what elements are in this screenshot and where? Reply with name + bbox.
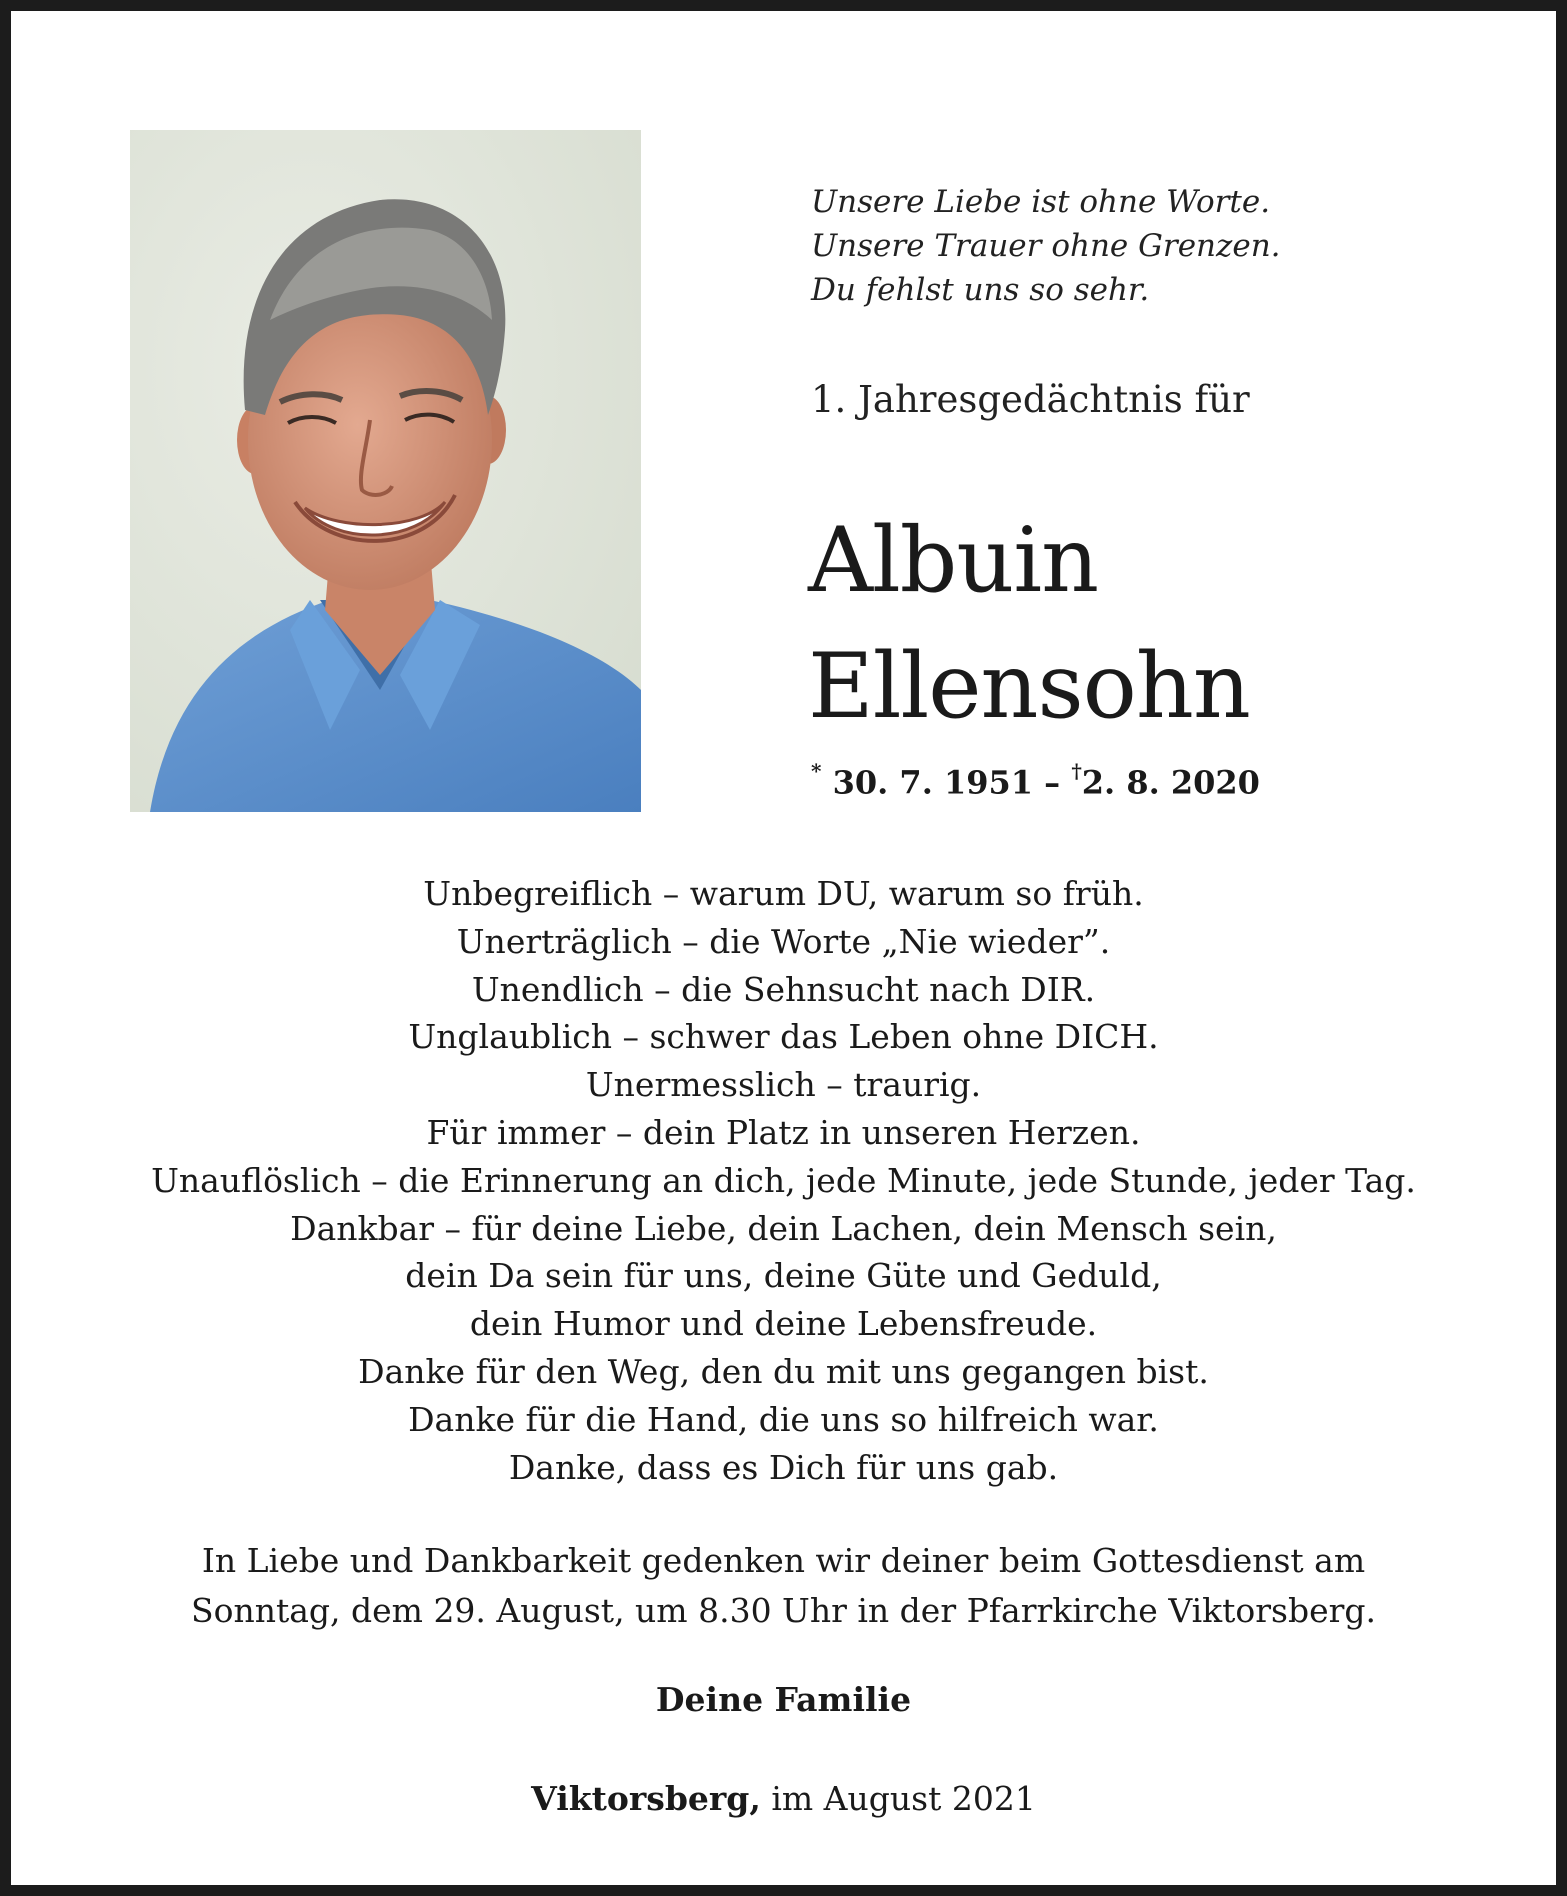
service-notice (20, 1536, 1547, 1636)
poem-line: Unglaublich – schwer das Leben ohne DICH. (408, 1017, 1159, 1057)
motto-line: Du fehlst uns so sehr. (811, 272, 1150, 308)
motto (811, 180, 1281, 312)
last-name: Ellensohn (808, 634, 1250, 739)
place-town: Viktorsberg, (531, 1779, 761, 1818)
poem-line: Danke für den Weg, den du mit uns gegangen bist. (358, 1351, 1209, 1391)
poem-line: dein Da sein für uns, deine Güte und Geduld, (405, 1256, 1162, 1296)
poem-line: Unerträglich – die Worte „Nie wieder”. (456, 921, 1111, 961)
poem-line: Unermesslich – traurig. (585, 1065, 982, 1105)
poem-line: Unendlich – die Sehnsucht nach DIR. (471, 969, 1096, 1009)
poem-line: Unbegreiflich – warum DU, warum so früh. (423, 874, 1144, 913)
poem-line: Für immer – dein Platz in unseren Herzen. (426, 1112, 1141, 1152)
signoff: Deine Familie (655, 1680, 912, 1719)
motto-line: Unsere Trauer ohne Grenzen. (811, 228, 1281, 264)
deceased-name (808, 498, 1250, 750)
death-date: 2. 8. 2020 (1081, 763, 1260, 802)
service-line: Sonntag, dem 29. August, um 8.30 Uhr in der Pfarrkirche Viktorsberg. (190, 1591, 1377, 1630)
service-line: In Liebe und Dankbarkeit gedenken wir deiner beim Gottesdienst am (201, 1541, 1366, 1580)
poem-line: Unauflöslich – die Erinnerung an dich, jede Minute, jede Stunde, jeder Tag. (151, 1160, 1416, 1200)
first-name: Albuin (808, 508, 1099, 613)
motto-line: Unsere Liebe ist ohne Worte. (811, 184, 1271, 220)
poem-line: Dankbar – für deine Liebe, dein Lachen, dein Mensch sein, (290, 1208, 1277, 1248)
portrait-image (130, 130, 641, 812)
place-month: im August 2021 (771, 1779, 1036, 1818)
death-symbol: † (1071, 759, 1082, 783)
portrait-photo (130, 130, 641, 812)
anniversary-label: 1. Jahresgedächtnis für (811, 378, 1250, 421)
poem-line: dein Humor und deine Lebensfreude. (469, 1304, 1098, 1344)
birth-date: 30. 7. 1951 (832, 763, 1034, 802)
date-separator: – (1044, 763, 1061, 802)
poem (20, 870, 1547, 1491)
birth-symbol: * (811, 759, 822, 783)
poem-line: Danke für die Hand, die uns so hilfreich war. (408, 1399, 1159, 1439)
life-dates (811, 759, 1260, 802)
place-date (20, 1779, 1547, 1818)
poem-line: Danke, dass es Dich für uns gab. (508, 1447, 1059, 1487)
